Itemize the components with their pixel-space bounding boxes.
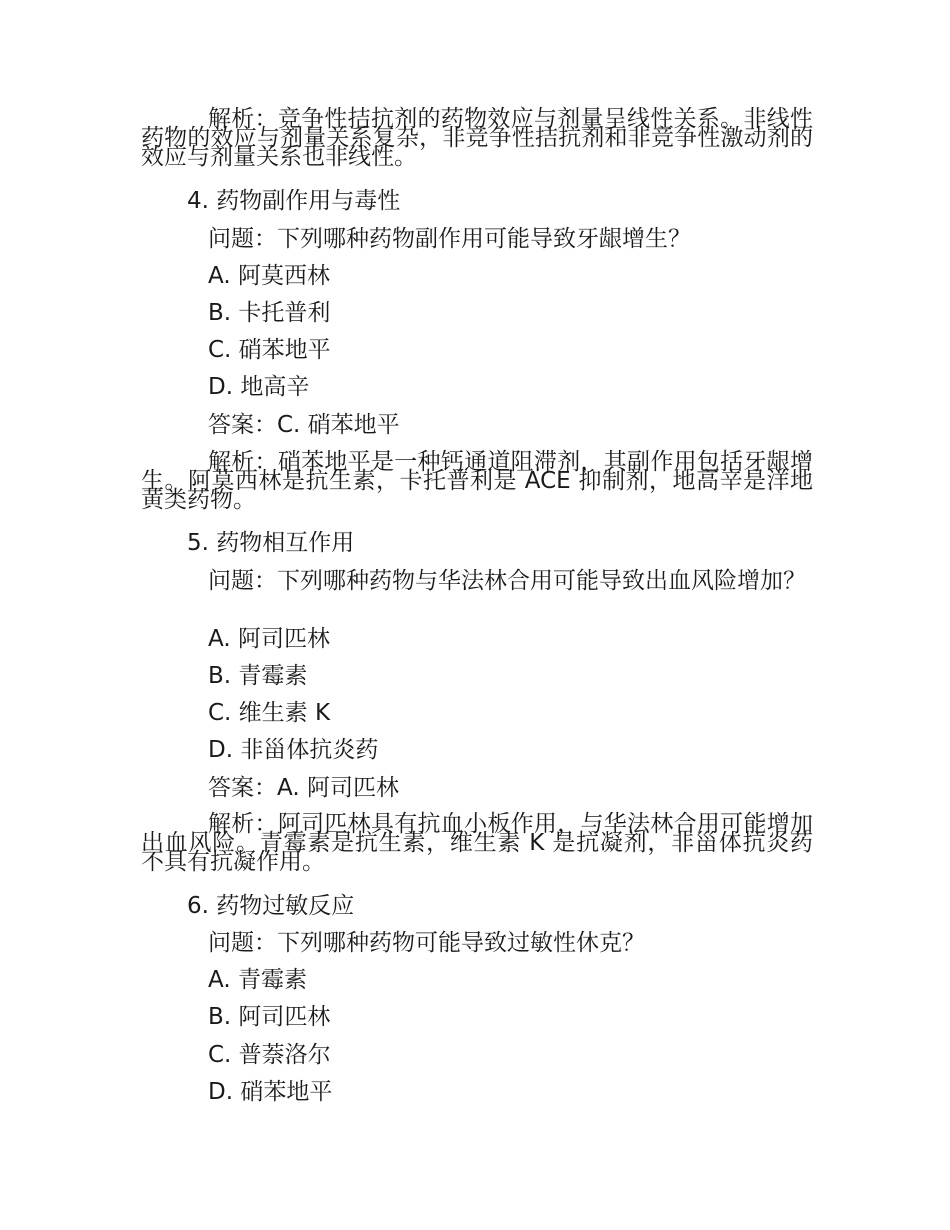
option-a: A. 青霉素 [208, 967, 307, 993]
option-c: C. 普萘洛尔 [208, 1042, 331, 1068]
section-heading: 4. 药物副作用与毒性 [187, 188, 401, 214]
answer-text: 答案：C. 硝苯地平 [208, 412, 400, 438]
answer-text: 答案：A. 阿司匹林 [208, 775, 399, 801]
option-d: D. 硝苯地平 [208, 1079, 333, 1105]
option-c: C. 硝苯地平 [208, 337, 331, 363]
explanation-paragraph: 解析：竞争性拮抗剂的药物效应与剂量呈线性关系。非线性药物的效应与剂量关系复杂，非竞争性拮抗剂和非竞争性激动剂的效应与剂量关系也非线性。 [141, 106, 813, 170]
section-heading: 5. 药物相互作用 [187, 530, 355, 556]
option-c: C. 维生素 K [208, 700, 331, 726]
explanation-paragraph: 解析：阿司匹林具有抗血小板作用，与华法林合用可能增加出血风险。青霉素是抗生素，维生素 K 是抗凝剂，非甾体抗炎药不具有抗凝作用。 [141, 811, 813, 875]
explanation-paragraph: 解析：硝苯地平是一种钙通道阻滞剂，其副作用包括牙龈增生。阿莫西林是抗生素，卡托普利是 ACE 抑制剂，地高辛是洋地黄类药物。 [141, 449, 813, 513]
section-heading: 6. 药物过敏反应 [187, 893, 355, 919]
option-b: B. 卡托普利 [208, 300, 331, 326]
option-d: D. 非甾体抗炎药 [208, 737, 379, 763]
option-a: A. 阿莫西林 [208, 263, 330, 289]
option-b: B. 青霉素 [208, 663, 308, 689]
question-text: 问题：下列哪种药物副作用可能导致牙龈增生？ [208, 226, 691, 252]
question-text: 问题：下列哪种药物可能导致过敏性休克？ [208, 930, 645, 956]
question-text: 问题：下列哪种药物与华法林合用可能导致出血风险增加？ [208, 568, 806, 594]
option-a: A. 阿司匹林 [208, 626, 330, 652]
option-b: B. 阿司匹林 [208, 1004, 331, 1030]
option-d: D. 地高辛 [208, 374, 310, 400]
